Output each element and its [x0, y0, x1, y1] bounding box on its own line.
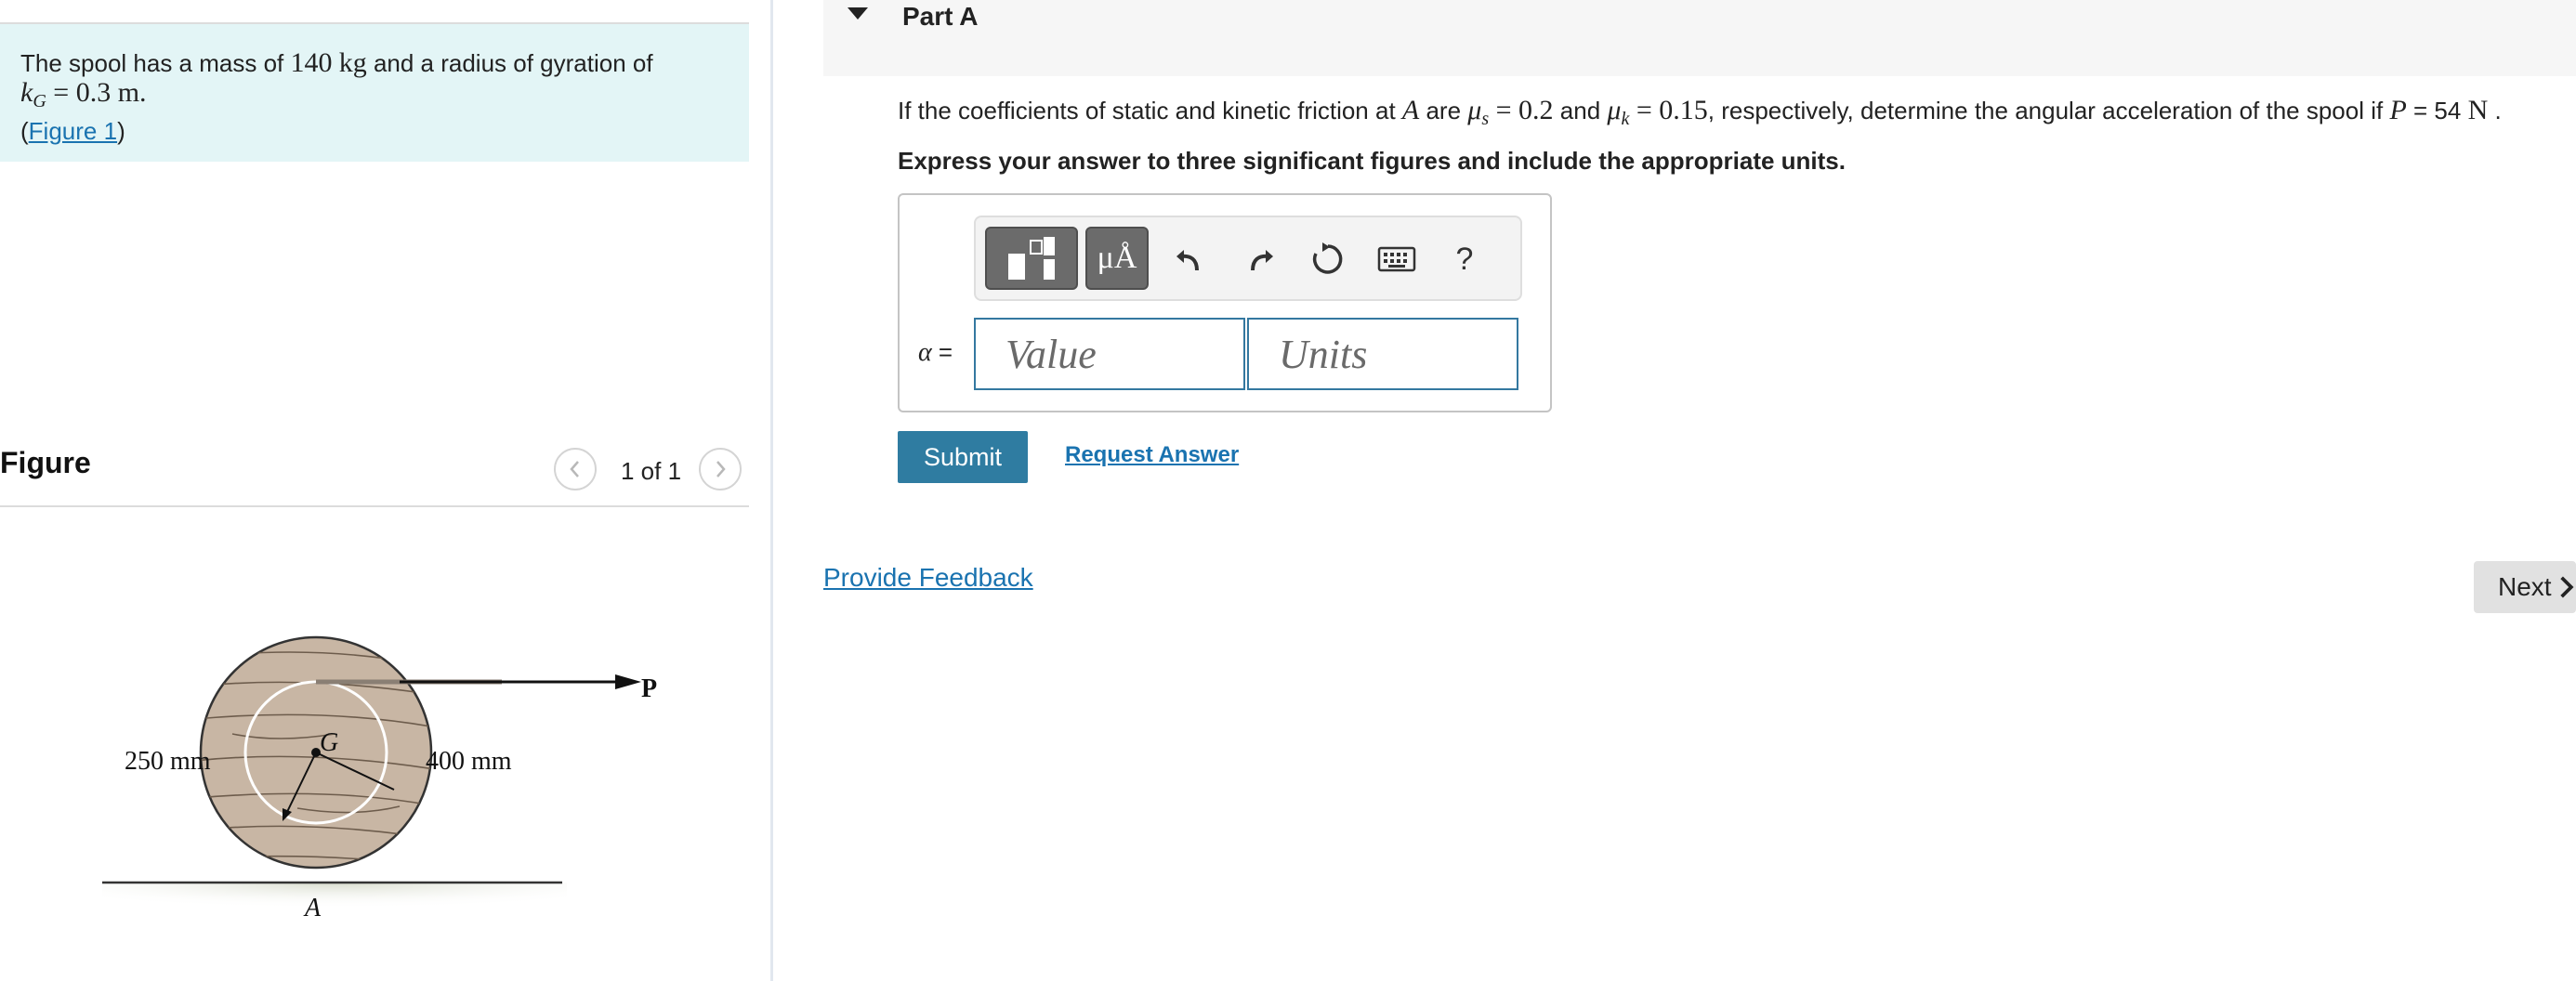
- collapse-caret-icon[interactable]: [848, 7, 868, 20]
- next-button[interactable]: [2474, 561, 2576, 613]
- force-value: = 54: [2406, 97, 2468, 124]
- next-figure-button[interactable]: [699, 448, 742, 490]
- submit-button[interactable]: Submit: [898, 431, 1028, 483]
- mu-kinetic-value: = 0.15: [1629, 95, 1708, 125]
- undo-icon: [1173, 244, 1204, 274]
- value-field[interactable]: [974, 318, 1245, 390]
- question-end: .: [2488, 97, 2502, 124]
- redo-button[interactable]: [1240, 238, 1282, 281]
- mu-static-symbol: μ: [1467, 95, 1482, 125]
- templates-icon: [1006, 235, 1057, 281]
- answer-label: [918, 338, 953, 368]
- question-and: and: [1553, 97, 1608, 124]
- center-label: G: [320, 728, 339, 757]
- problem-text-mid: and a radius of gyration of: [366, 49, 653, 77]
- reset-button[interactable]: [1307, 238, 1349, 281]
- units-field[interactable]: [1247, 318, 1518, 390]
- answer-instruction: Express your answer to three significant figures and include the appropriate units.: [898, 147, 1846, 175]
- alpha-symbol: α: [918, 338, 932, 367]
- radius-symbol: k: [20, 77, 33, 108]
- part-title: Part A: [902, 2, 979, 31]
- contact-point-label: A: [305, 894, 322, 922]
- mu-static-subscript: s: [1481, 109, 1490, 130]
- force-arrowhead: [615, 674, 641, 689]
- chevron-left-icon: [567, 459, 584, 479]
- previous-figure-button[interactable]: [554, 448, 597, 490]
- answer-equals: =: [931, 338, 953, 366]
- part-header: [823, 0, 2576, 76]
- paren-close: ): [117, 117, 125, 146]
- ground-shading: [102, 883, 567, 920]
- problem-statement: [0, 24, 749, 162]
- force-unit: N: [2467, 95, 2489, 125]
- units-input[interactable]: [1249, 320, 1517, 388]
- panel-divider: [770, 0, 773, 981]
- next-label: Next: [2498, 572, 2552, 601]
- provide-feedback-link[interactable]: Provide Feedback: [823, 563, 1033, 592]
- question-pre: If the coefficients of static and kinetic friction at: [898, 97, 1402, 124]
- mu-kinetic-subscript: k: [1621, 109, 1630, 130]
- units-button[interactable]: μÅ: [1085, 227, 1149, 290]
- reset-icon: [1309, 241, 1347, 278]
- mu-kinetic-symbol: μ: [1607, 95, 1622, 125]
- problem-line-3: [20, 116, 749, 146]
- redo-icon: [1245, 244, 1277, 274]
- mass-value: 140: [290, 47, 333, 78]
- question-are: are: [1419, 97, 1468, 124]
- question-text: [898, 95, 2502, 130]
- figure-divider: [0, 505, 749, 507]
- paren-open: (: [20, 117, 29, 146]
- figure-heading: Figure: [0, 446, 91, 479]
- mass-unit: kg: [338, 47, 367, 78]
- keyboard-icon: [1377, 246, 1416, 272]
- chevron-right-icon: [2557, 573, 2576, 601]
- problem-line-2: [20, 78, 749, 116]
- mu-static-value: = 0.2: [1489, 95, 1554, 125]
- chevron-right-icon: [712, 459, 729, 479]
- undo-button[interactable]: [1167, 238, 1210, 281]
- problem-line-1: [20, 48, 749, 78]
- figure-link[interactable]: Figure 1: [28, 117, 118, 146]
- right-dimension-label: 400 mm: [426, 747, 512, 776]
- help-button[interactable]: ?: [1455, 241, 1474, 277]
- force-label: P: [641, 674, 658, 703]
- point-a: A: [1401, 95, 1420, 125]
- templates-button[interactable]: [985, 227, 1078, 290]
- radius-value: = 0.3 m.: [46, 77, 147, 108]
- spool-figure: [93, 632, 688, 938]
- radius-subscript: G: [33, 91, 46, 112]
- request-answer-link[interactable]: Request Answer: [1065, 442, 1240, 467]
- problem-text: The spool has a mass of: [20, 49, 291, 77]
- left-dimension-label: 250 mm: [125, 747, 211, 776]
- keyboard-button[interactable]: [1373, 238, 1420, 281]
- figure-pager-count: 1 of 1: [621, 457, 682, 485]
- question-post: , respectively, determine the angular acceleration of the spool if: [1707, 97, 2390, 124]
- value-input[interactable]: [976, 320, 1243, 388]
- force-symbol: P: [2389, 95, 2407, 125]
